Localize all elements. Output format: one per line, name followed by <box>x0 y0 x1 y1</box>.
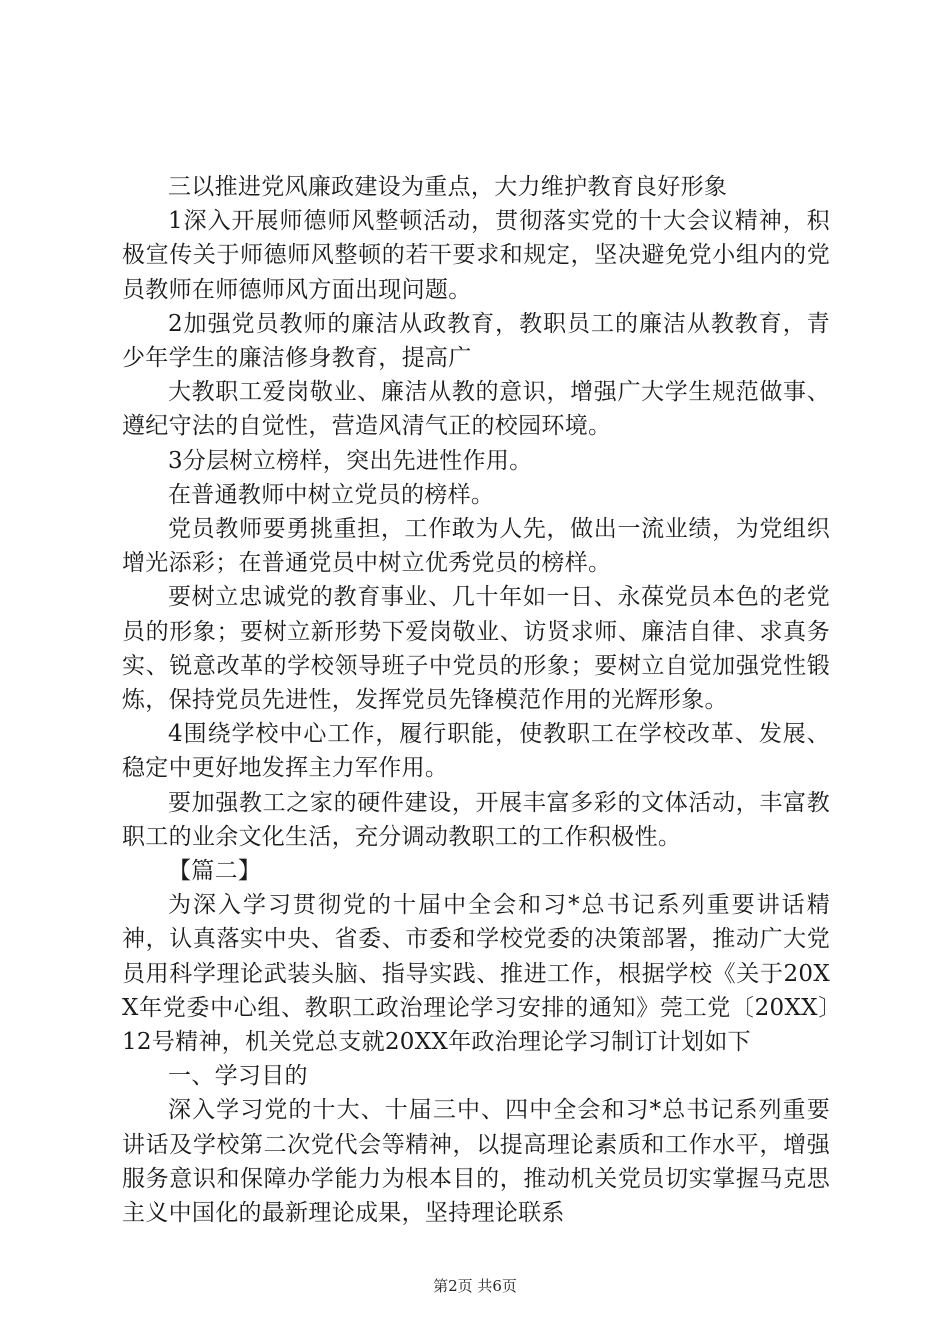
paragraph: 在普通教师中树立党员的榜样。 <box>168 481 495 508</box>
document-body <box>122 170 830 1230</box>
paragraph: 大教职工爱岗敬业、廉洁从教的意识，增强广大学生规范做事、遵纪守法的自觉性，营造风清气正的校园环境。 <box>122 379 830 440</box>
section-heading: 【篇二】 <box>168 858 262 885</box>
paragraph: 深入学习党的十大、十届三中、四中全会和习*总书记系列重要讲话及学校第二次党代会等精神，以提高理论素质和工作水平，增强服务意识和保障办学能力为根本目的，推动机关党员切实掌握马克思主义中国化的最新理论成果，坚持理论联系 <box>122 1097 830 1227</box>
paragraph: 4围绕学校中心工作，履行职能，使教职工在学校改革、发展、稳定中更好地发挥主力军作用。 <box>122 721 830 782</box>
paragraph: 2加强党员教师的廉洁从政教育，教职员工的廉洁从教教育，青少年学生的廉洁修身教育，提高广 <box>122 310 830 372</box>
paragraph: 党员教师要勇挑重担，工作敢为人先，做出一流业绩，为党组织增光添彩；在普通党员中树立优秀党员的榜样。 <box>122 516 830 577</box>
paragraph: 三以推进党风廉政建设为重点，大力维护教育良好形象 <box>168 174 728 200</box>
page-number: 第2页 共6页 <box>433 1277 517 1295</box>
paragraph: 为深入学习贯彻党的十届中全会和习*总书记系列重要讲话精神，认真落实中央、省委、市委和学校党委的决策部署，推动广大党员用科学理论武装头脑、指导实践、推进工作，根据学校《关于20XX年党委中心组、教职工政治理论学习安排的通知》莞工党〔20XX〕12号精神，机关党总支就20XX年政治理论学习制订计划如下 <box>122 892 830 1056</box>
paragraph: 要树立忠诚党的教育事业、几十年如一日、永葆党员本色的老党员的形象；要树立新形势下爱岗敬业、访贤求师、廉洁自律、求真务实、锐意改革的学校领导班子中党员的形象；要树立自觉加强党性锻炼，保持党员先进性，发挥党员先锋模范作用的光辉形象。 <box>122 584 830 714</box>
section-heading: 一、学习目的 <box>168 1063 308 1090</box>
paragraph: 要加强教工之家的硬件建设，开展丰富多彩的文体活动，丰富教职工的业余文化生活，充分调动教职工的工作积极性。 <box>122 789 830 850</box>
paragraph: 3分层树立榜样，突出先进性作用。 <box>168 447 533 474</box>
paragraph: 1深入开展师德师风整顿活动，贯彻落实党的十大会议精神，积极宣传关于师德师风整顿的若干要求和规定，坚决避免党小组内的党员教师在师德师风方面出现问题。 <box>122 208 830 303</box>
